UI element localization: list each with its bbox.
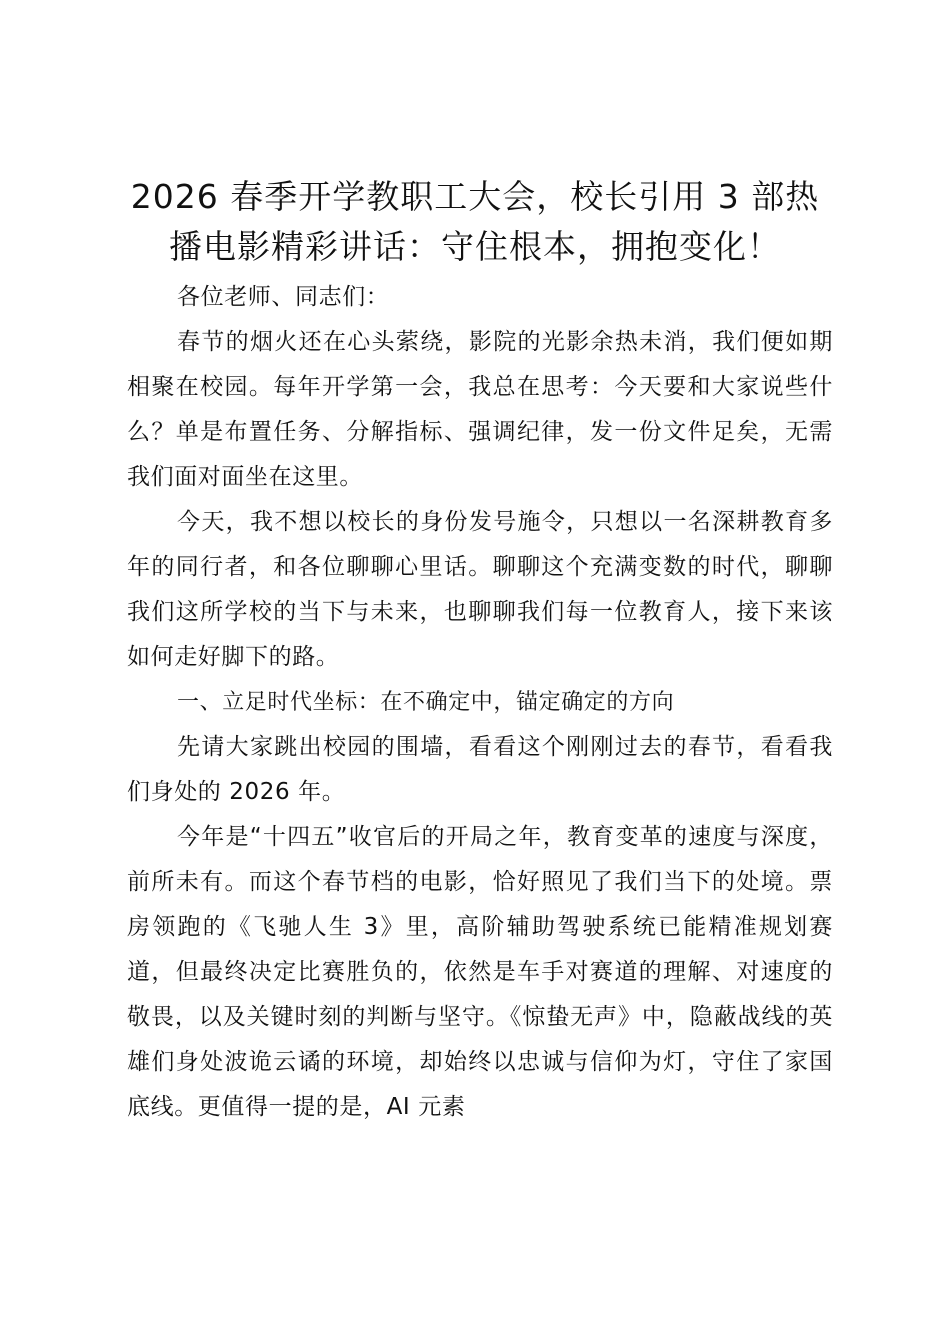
salutation-paragraph: 各位老师、同志们： <box>177 284 390 310</box>
document-body <box>127 275 833 1130</box>
body-paragraph: 春节的烟火还在心头萦绕，影院的光影余热未消，我们便如期相聚在校园。每年开学第一会，我总在思考：今天要和大家说些什么？单是布置任务、分解指标、强调纪律，发一份文件足矣，无需我们面对面坐在这里。 <box>127 329 833 490</box>
body-paragraph: 今天，我不想以校长的身份发号施令，只想以一名深耕教育多年的同行者，和各位聊聊心里话。聊聊这个充满变数的时代，聊聊我们这所学校的当下与未来，也聊聊我们每一位教育人，接下来该如何走好脚下的路。 <box>127 509 833 670</box>
body-paragraph: 今年是“十四五”收官后的开局之年，教育变革的速度与深度，前所未有。而这个春节档的电影，恰好照见了我们当下的处境。票房领跑的《飞驰人生 3》里，高阶辅助驾驶系统已能精准规划赛道，但最终决定比赛胜负的，依然是车手对赛道的理解、对速度的敬畏，以及关键时刻的判断与坚守。《惊蛰无声》中，隐蔽战线的英雄们身处波诡云谲的环境，却始终以忠诚与信仰为灯，守住了家国底线。更值得一提的是，AI 元素 <box>127 824 833 1120</box>
body-paragraph: 先请大家跳出校园的围墙，看看这个刚刚过去的春节，看看我们身处的 2026 年。 <box>127 734 833 805</box>
document-title: 2026 春季开学教职工大会，校长引用 3 部热播电影精彩讲话：守住根本，拥抱变化！ <box>130 177 820 266</box>
section-heading: 一、立足时代坐标：在不确定中，锚定确定的方向 <box>177 690 675 715</box>
